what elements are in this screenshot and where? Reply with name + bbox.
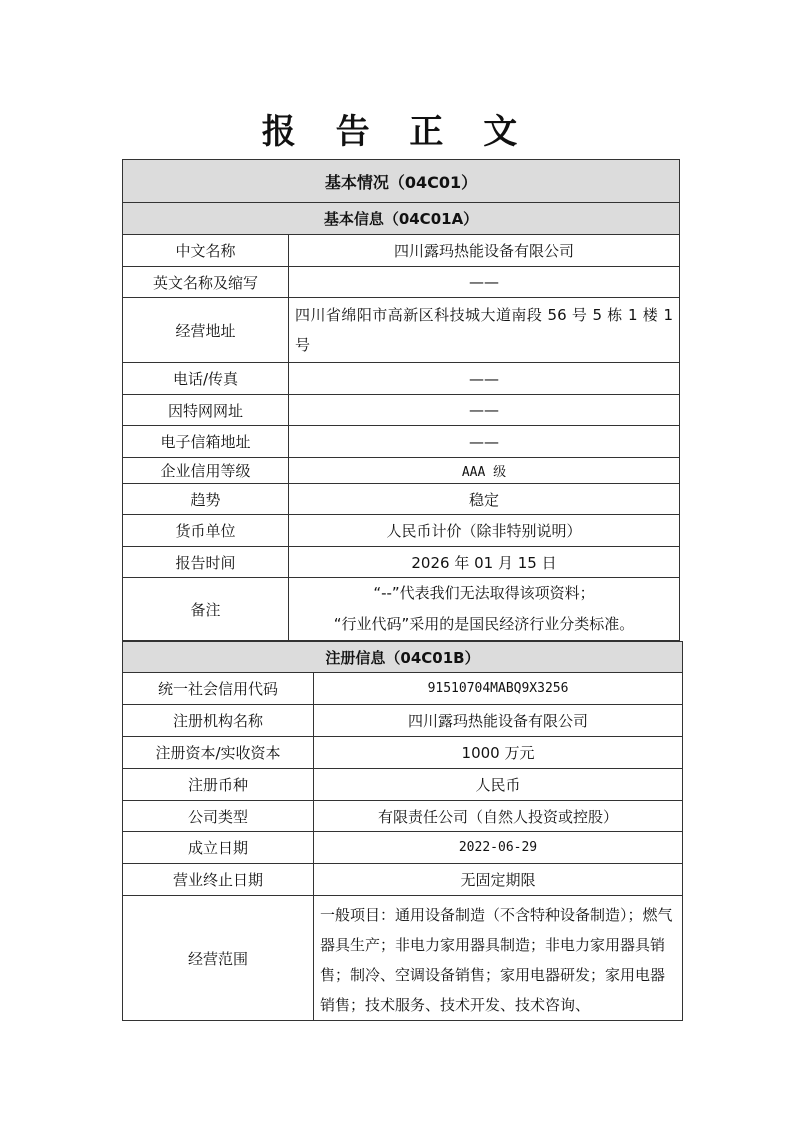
table-row [123,515,680,547]
row-value: 四川露玛热能设备有限公司 [314,705,683,737]
table-row [123,298,680,363]
row-value: 91510704MABQ9X3256 [314,673,683,705]
row-value: AAA 级 [289,458,680,484]
row-value: 人民币计价（除非特别说明） [289,515,680,547]
row-label: 报告时间 [123,547,289,578]
table-row [123,769,683,801]
row-label: 经营范围 [123,896,314,1021]
remark-line: “行业代码”采用的是国民经济行业分类标准。 [333,615,635,633]
remark-line: “--”代表我们无法取得该项资料； [373,584,595,602]
row-value: 2026 年 01 月 15 日 [289,547,680,578]
row-value: —— [289,395,680,426]
row-value: 四川省绵阳市高新区科技城大道南段 56 号 5 栋 1 楼 1 号 [289,298,680,363]
table-row [123,896,683,1021]
section-heading-row [123,160,680,203]
subsection-heading-row [123,642,683,673]
table-row [123,705,683,737]
row-label: 电子信箱地址 [123,426,289,458]
business-scope-value: 一般项目：通用设备制造（不含特种设备制造）；燃气器具生产；非电力家用器具制造；非电力家用器具销售；制冷、空调设备销售；家用电器研发；家用电器销售；技术服务、技术开发、技术咨询、 [314,896,683,1021]
section-heading: 基本情况（04C01） [123,160,680,203]
row-value: 四川露玛热能设备有限公司 [289,235,680,267]
row-label: 中文名称 [123,235,289,267]
table-row [123,737,683,769]
subsection-heading: 注册信息（04C01B） [123,642,683,673]
row-value: 2022-06-29 [314,832,683,864]
subsection-heading-row [123,203,680,235]
row-value: 无固定期限 [314,864,683,896]
row-value: 1000 万元 [314,737,683,769]
table-row [123,484,680,515]
registration-info-table [122,641,683,1021]
table-row [123,673,683,705]
row-label: 经营地址 [123,298,289,363]
basic-info-table [122,159,680,641]
row-label: 注册币种 [123,769,314,801]
row-label: 企业信用等级 [123,458,289,484]
table-row [123,801,683,832]
row-label: 注册资本/实收资本 [123,737,314,769]
row-label: 营业终止日期 [123,864,314,896]
table-row [123,395,680,426]
table-row [123,458,680,484]
row-label: 货币单位 [123,515,289,547]
row-value: 稳定 [289,484,680,515]
table-row [123,578,680,641]
table-row [123,426,680,458]
row-value: —— [289,363,680,395]
row-label: 电话/传真 [123,363,289,395]
table-row [123,363,680,395]
row-value: 人民币 [314,769,683,801]
remark-value [289,578,680,641]
row-label: 注册机构名称 [123,705,314,737]
table-row [123,267,680,298]
row-label: 英文名称及缩写 [123,267,289,298]
row-label: 趋势 [123,484,289,515]
row-label: 公司类型 [123,801,314,832]
row-label: 成立日期 [123,832,314,864]
row-label: 因特网网址 [123,395,289,426]
table-row [123,235,680,267]
report-title: 报 告 正 文 [261,112,532,152]
row-value: —— [289,267,680,298]
table-row [123,547,680,578]
row-label: 备注 [123,578,289,641]
row-label: 统一社会信用代码 [123,673,314,705]
row-value: —— [289,426,680,458]
subsection-heading: 基本信息（04C01A） [123,203,680,235]
table-row [123,864,683,896]
row-value: 有限责任公司（自然人投资或控股） [314,801,683,832]
table-row [123,832,683,864]
